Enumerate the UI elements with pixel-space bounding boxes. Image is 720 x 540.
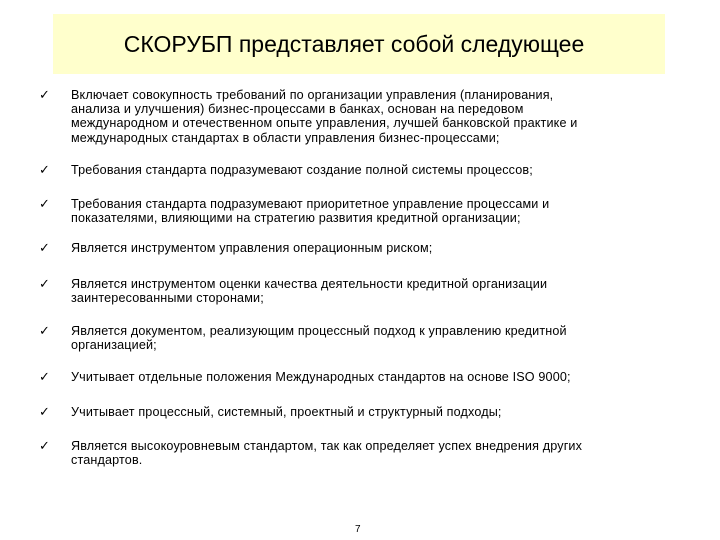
bullet-item <box>39 197 679 225</box>
bullet-line: Требования стандарта подразумевают создание полной системы процессов; <box>71 163 533 177</box>
bullet-text <box>71 439 679 467</box>
bullet-line: Учитывает процессный, системный, проектный и структурный подходы; <box>71 405 502 419</box>
checkmark-icon: ✓ <box>39 277 50 292</box>
bullet-line: стандартов. <box>71 453 143 468</box>
bullet-item <box>39 370 679 385</box>
checkmark-icon: ✓ <box>39 324 50 339</box>
bullet-line: Является инструментом оценки качества деятельности кредитной организации <box>71 277 548 291</box>
bullet-item <box>39 241 679 256</box>
bullet-text <box>71 277 679 305</box>
bullet-line: Является высокоуровневым стандартом, так как определяет успех внедрения других <box>71 439 583 453</box>
bullet-text <box>71 324 679 352</box>
title-box <box>53 14 665 74</box>
bullet-text <box>71 405 679 419</box>
bullet-line: Учитывает отдельные положения Международных стандартов на основе ISO 9000; <box>71 370 571 384</box>
checkmark-icon: ✓ <box>39 405 50 420</box>
bullet-item <box>39 439 679 467</box>
bullet-line: показателями, влияющими на стратегию развития кредитной организации; <box>71 211 521 226</box>
checkmark-icon: ✓ <box>39 163 50 178</box>
bullet-text <box>71 370 679 384</box>
bullet-line: Является документом, реализующим процессный подход к управлению кредитной <box>71 324 567 338</box>
bullet-item <box>39 405 679 420</box>
bullet-text <box>71 88 679 145</box>
bullet-line: организацией; <box>71 338 157 353</box>
bullet-text <box>71 197 679 225</box>
bullet-line: Включает совокупность требований по организации управления (планирования, <box>71 88 554 102</box>
checkmark-icon: ✓ <box>39 197 50 212</box>
bullet-text <box>71 163 679 177</box>
bullet-line: заинтересованными сторонами; <box>71 291 264 306</box>
bullet-line: анализа и улучшения) бизнес-процессами в банках, основан на передовом <box>71 102 524 117</box>
bullet-item <box>39 277 679 305</box>
bullet-text <box>71 241 679 255</box>
checkmark-icon: ✓ <box>39 241 50 256</box>
checkmark-icon: ✓ <box>39 88 50 103</box>
bullet-item <box>39 88 679 145</box>
bullet-line: международных стандартах в области управления бизнес-процессами; <box>71 130 500 145</box>
bullet-line: Требования стандарта подразумевают приоритетное управление процессами и <box>71 197 550 211</box>
checkmark-icon: ✓ <box>39 439 50 454</box>
bullet-item <box>39 163 679 178</box>
bullet-line: Является инструментом управления операционным риском; <box>71 241 433 255</box>
page-number: 7 <box>355 524 361 535</box>
slide-title: СКОРУБП представляет собой следующее <box>123 30 585 57</box>
bullet-item <box>39 324 679 352</box>
bullet-line: международном и отечественном опыте управления, лучшей банковской практике и <box>71 116 578 131</box>
checkmark-icon: ✓ <box>39 370 50 385</box>
